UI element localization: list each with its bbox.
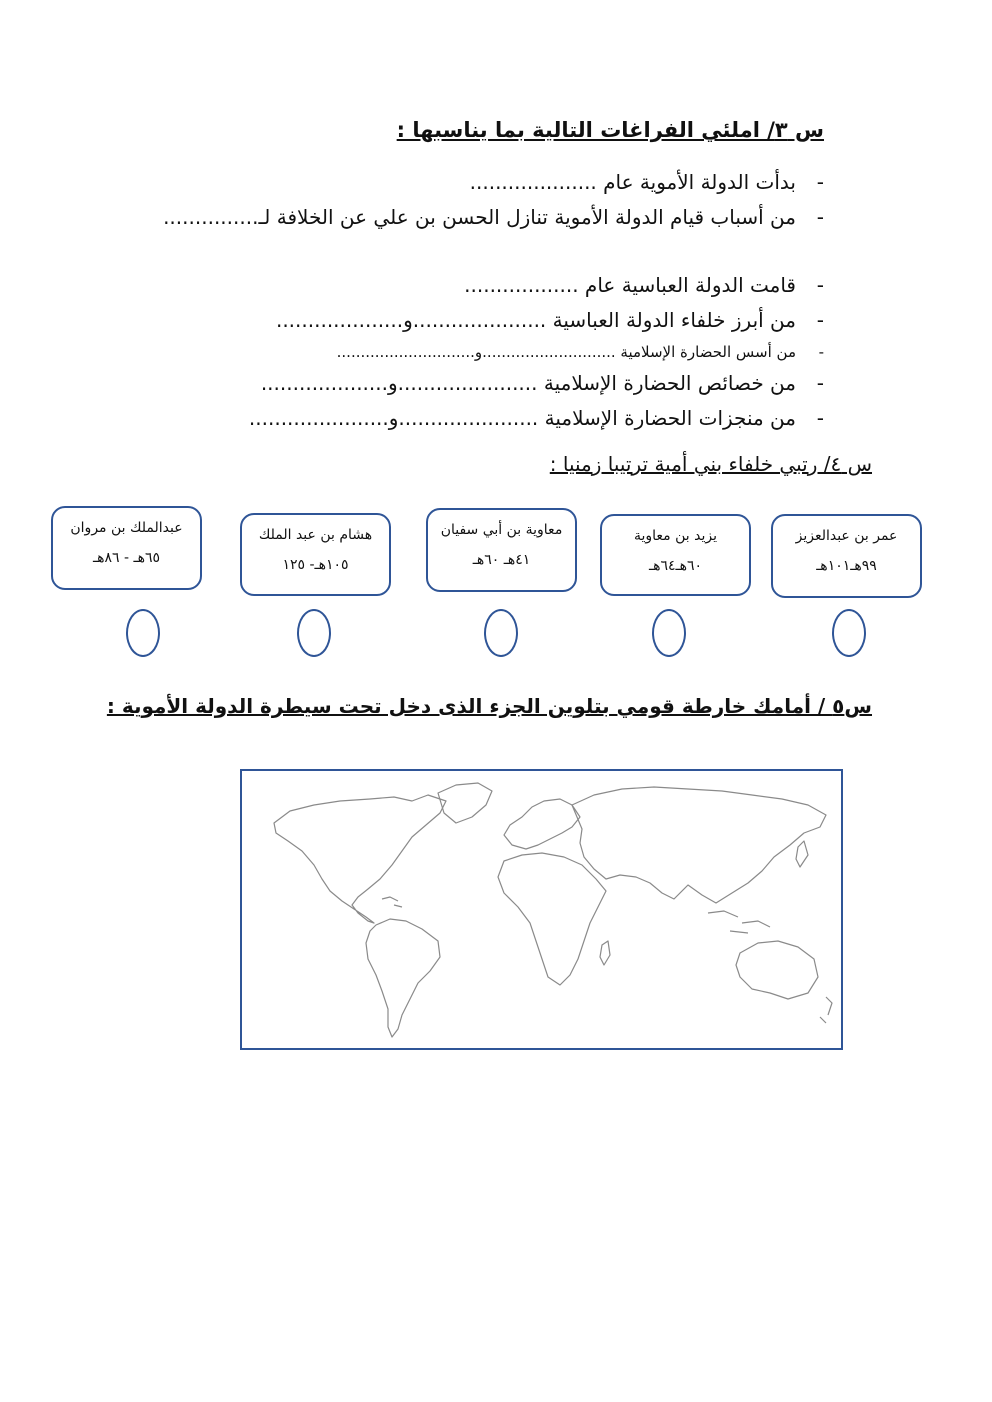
asia-outline[interactable] — [572, 787, 826, 903]
order-answer-circle-2[interactable] — [652, 609, 686, 657]
q3-item-4-text: من أبرز خلفاء الدولة العباسية .....................و.................... — [275, 308, 796, 332]
q3-item-3 — [464, 273, 824, 297]
q3-item-3-text: قامت الدولة العباسية عام .................. — [464, 273, 796, 297]
caliph-card-abdulmalik-bin-marwan — [51, 506, 202, 590]
q3-item-5 — [337, 343, 824, 361]
q3-item-1 — [470, 170, 824, 194]
q5-title: س٥ / أمامك خارطة قومي بتلوين الجزء الذى دخل تحت سيطرة الدولة الأموية : — [106, 694, 872, 718]
bullet-dash: - — [816, 308, 824, 332]
bullet-dash: - — [816, 205, 824, 229]
caliph-name: هشام بن عبد الملك — [258, 527, 373, 543]
caliph-card-hisham-bin-abdulmalik — [240, 513, 391, 596]
north-america-outline[interactable] — [274, 795, 446, 923]
caliph-dates: ٤١هـ ٦٠هـ — [472, 552, 531, 568]
south-america-outline[interactable] — [366, 919, 440, 1037]
world-map-frame[interactable] — [240, 769, 843, 1050]
japan-outline[interactable] — [796, 841, 808, 867]
q3-item-6-text: من خصائص الحضارة الإسلامية ......................و.................... — [260, 371, 796, 395]
q3-item-4 — [276, 308, 824, 332]
bullet-dash: - — [818, 343, 824, 361]
caliph-name: يزيد بن معاوية — [633, 528, 717, 544]
bullet-dash: - — [816, 406, 824, 430]
caliph-card-yazid-bin-muawiya — [600, 514, 751, 596]
europe-outline[interactable] — [504, 799, 580, 849]
order-answer-circle-3[interactable] — [484, 609, 518, 657]
order-answer-circle-5[interactable] — [126, 609, 160, 657]
bullet-dash: - — [816, 371, 824, 395]
bullet-dash: - — [816, 170, 824, 194]
order-answer-circle-1[interactable] — [832, 609, 866, 657]
bullet-dash: - — [816, 273, 824, 297]
q3-item-5-text: من أسس الحضارة الإسلامية ............................و............................. — [336, 343, 796, 361]
q3-item-7-text: من منجزات الحضارة الإسلامية ......................و...................... — [248, 406, 796, 430]
australia-outline[interactable] — [736, 941, 818, 999]
q3-title: س ٣/ املئي الفراغات التالية بما يناسبها : — [396, 118, 824, 142]
caliph-name: معاوية بن أبي سفيان — [440, 522, 563, 538]
q3-item-2-text: من أسباب قيام الدولة الأموية تنازل الحسن بن علي عن الخلافة لـ............... — [163, 205, 796, 229]
caliph-dates: ٦٠هـ٦٤هـ — [648, 558, 703, 574]
caliph-card-umar-bin-abdulaziz — [771, 514, 922, 598]
order-answer-circle-4[interactable] — [297, 609, 331, 657]
caliph-dates: ١٠٥هـ- ١٢٥ — [282, 557, 349, 573]
world-map-outline-icon[interactable] — [242, 771, 841, 1048]
q3-item-6 — [261, 371, 824, 395]
q4-title: س ٤/ رتبي خلفاء بني أمية ترتيبا زمنيا : — [549, 452, 872, 476]
caliph-name: عبدالملك بن مروان — [70, 520, 183, 536]
caliph-card-muawiya-bin-abi-sufyan — [426, 508, 577, 592]
q3-item-1-text: بدأت الدولة الأموية عام .................... — [469, 170, 796, 194]
africa-outline[interactable] — [498, 853, 606, 985]
q3-item-2 — [163, 205, 824, 229]
caliph-dates: ٩٩هـ١٠١هـ — [816, 558, 877, 574]
greenland-outline[interactable] — [438, 783, 492, 823]
q3-item-7 — [249, 406, 824, 430]
caribbean-outline[interactable] — [382, 897, 402, 907]
caliph-dates: ٦٥هـ - ٨٦هـ — [92, 550, 160, 566]
new-zealand-outline[interactable] — [820, 997, 832, 1023]
madagascar-outline[interactable] — [600, 941, 610, 965]
indonesia-outline[interactable] — [708, 911, 770, 933]
caliph-name: عمر بن عبدالعزيز — [795, 528, 898, 544]
